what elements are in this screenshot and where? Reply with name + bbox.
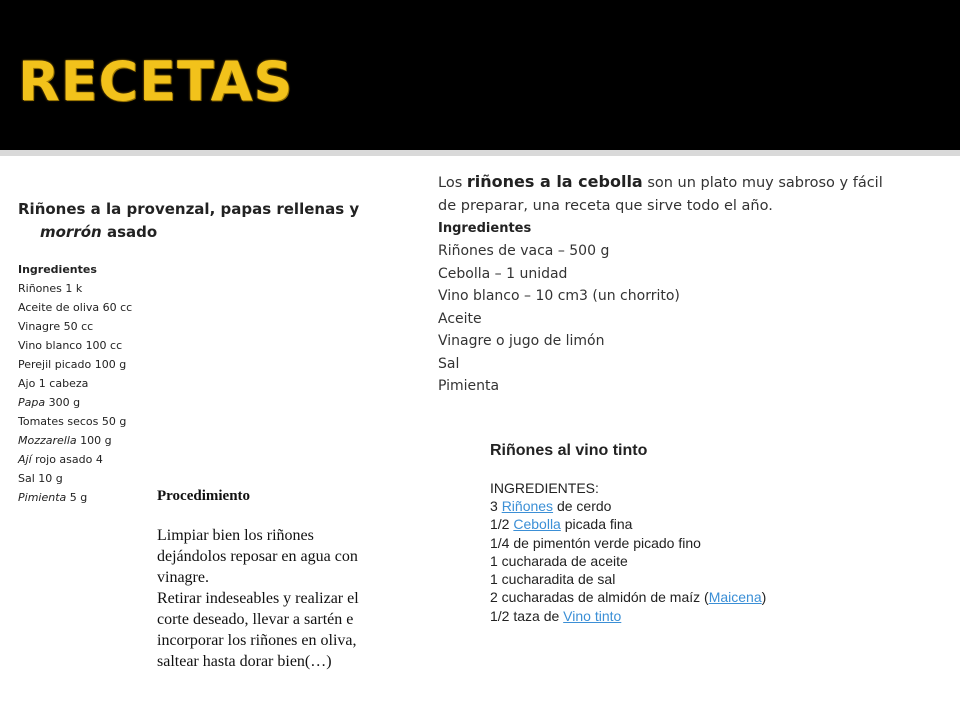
- list-item: Aceite de oliva 60 cc: [18, 301, 133, 314]
- left-recipe: [18, 198, 398, 507]
- vino-ingredients-label: INGREDIENTES:: [490, 480, 599, 496]
- link-vino-tinto[interactable]: Vino tinto: [563, 607, 622, 624]
- left-title-rest: asado: [101, 223, 158, 241]
- header-bar: [0, 0, 960, 150]
- procedure-line: incorporar los riñones en oliva,: [157, 632, 357, 649]
- list-item: Sal 10 g: [18, 472, 63, 485]
- left-title-line1: Riñones a la provenzal, papas rellenas y: [18, 200, 360, 218]
- procedure-section: [157, 486, 407, 672]
- list-item: 1/2 Cebolla picada fina: [490, 516, 633, 533]
- list-item: Riñones de vaca – 500 g: [438, 243, 610, 259]
- procedure-line: vinagre.: [157, 569, 209, 586]
- left-recipe-title: [18, 198, 398, 244]
- list-item: Sal: [438, 355, 460, 372]
- list-item: Vinagre o jugo de limón: [438, 333, 605, 349]
- intro-line1: Los riñones a la cebolla son un plato muy sabroso y fácil: [438, 172, 883, 191]
- list-item: Perejil picado 100 g: [18, 358, 127, 371]
- procedure-line: saltear hasta dorar bien(…): [157, 653, 332, 670]
- procedure-line: corte deseado, llevar a sartén e: [157, 611, 354, 628]
- list-item: Riñones 1 k: [18, 282, 83, 295]
- list-item: Cebolla – 1 unidad: [438, 265, 568, 282]
- list-item: 3 Riñones de cerdo: [490, 498, 612, 514]
- list-item: 1 cucharadita de sal: [490, 571, 616, 588]
- procedure-line: Limpiar bien los riñones: [157, 527, 314, 544]
- list-item: 1 cucharada de aceite: [490, 552, 628, 569]
- link-rinones[interactable]: Riñones: [501, 498, 554, 514]
- list-item: Pimienta: [438, 378, 500, 394]
- recipe-intro: [438, 170, 918, 218]
- list-item: Tomates secos 50 g: [18, 415, 127, 428]
- right-recipe: [438, 170, 918, 398]
- link-maicena[interactable]: Maicena: [708, 589, 762, 606]
- list-item: Mozzarella 100 g: [18, 434, 112, 447]
- left-title-italic: morrón: [40, 223, 102, 241]
- vino-tinto-recipe: [490, 440, 930, 625]
- page-title: RECETAS: [18, 50, 294, 113]
- list-item: Vino blanco – 10 cm3 (un chorrito): [438, 288, 680, 304]
- intro-bold: riñones a la cebolla: [466, 172, 643, 191]
- procedure-label: Procedimiento: [157, 488, 251, 504]
- list-item: 2 cucharadas de almidón de maíz (Maicena): [490, 589, 767, 606]
- list-item: Pimienta 5 g: [18, 491, 88, 504]
- list-item: Aceite: [438, 310, 482, 327]
- list-item: 1/2 taza de Vino tinto: [490, 607, 622, 624]
- left-title-line2: [18, 221, 398, 244]
- procedure-line: dejándolos reposar en agua con: [157, 548, 358, 565]
- list-item: Vino blanco 100 cc: [18, 339, 123, 352]
- list-item: Ají rojo asado 4: [18, 453, 103, 466]
- procedure-line: Retirar indeseables y realizar el: [157, 590, 359, 607]
- intro-line2: de preparar, una receta que sirve todo el año.: [438, 198, 773, 214]
- list-item: Papa 300 g: [18, 396, 81, 409]
- procedure-text: [157, 525, 407, 672]
- vino-title: Riñones al vino tinto: [490, 442, 648, 459]
- list-item: 1/4 de pimentón verde picado fino: [490, 534, 701, 551]
- list-item: Ajo 1 cabeza: [18, 377, 89, 390]
- left-ingredients-label: Ingredientes: [18, 263, 97, 276]
- list-item: Vinagre 50 cc: [18, 320, 94, 333]
- link-cebolla[interactable]: Cebolla: [513, 516, 561, 533]
- left-ingredients-list: [18, 279, 398, 507]
- right-ingredients-list: [438, 240, 918, 398]
- right-ingredients-label: Ingredientes: [438, 221, 532, 236]
- divider: [0, 150, 960, 156]
